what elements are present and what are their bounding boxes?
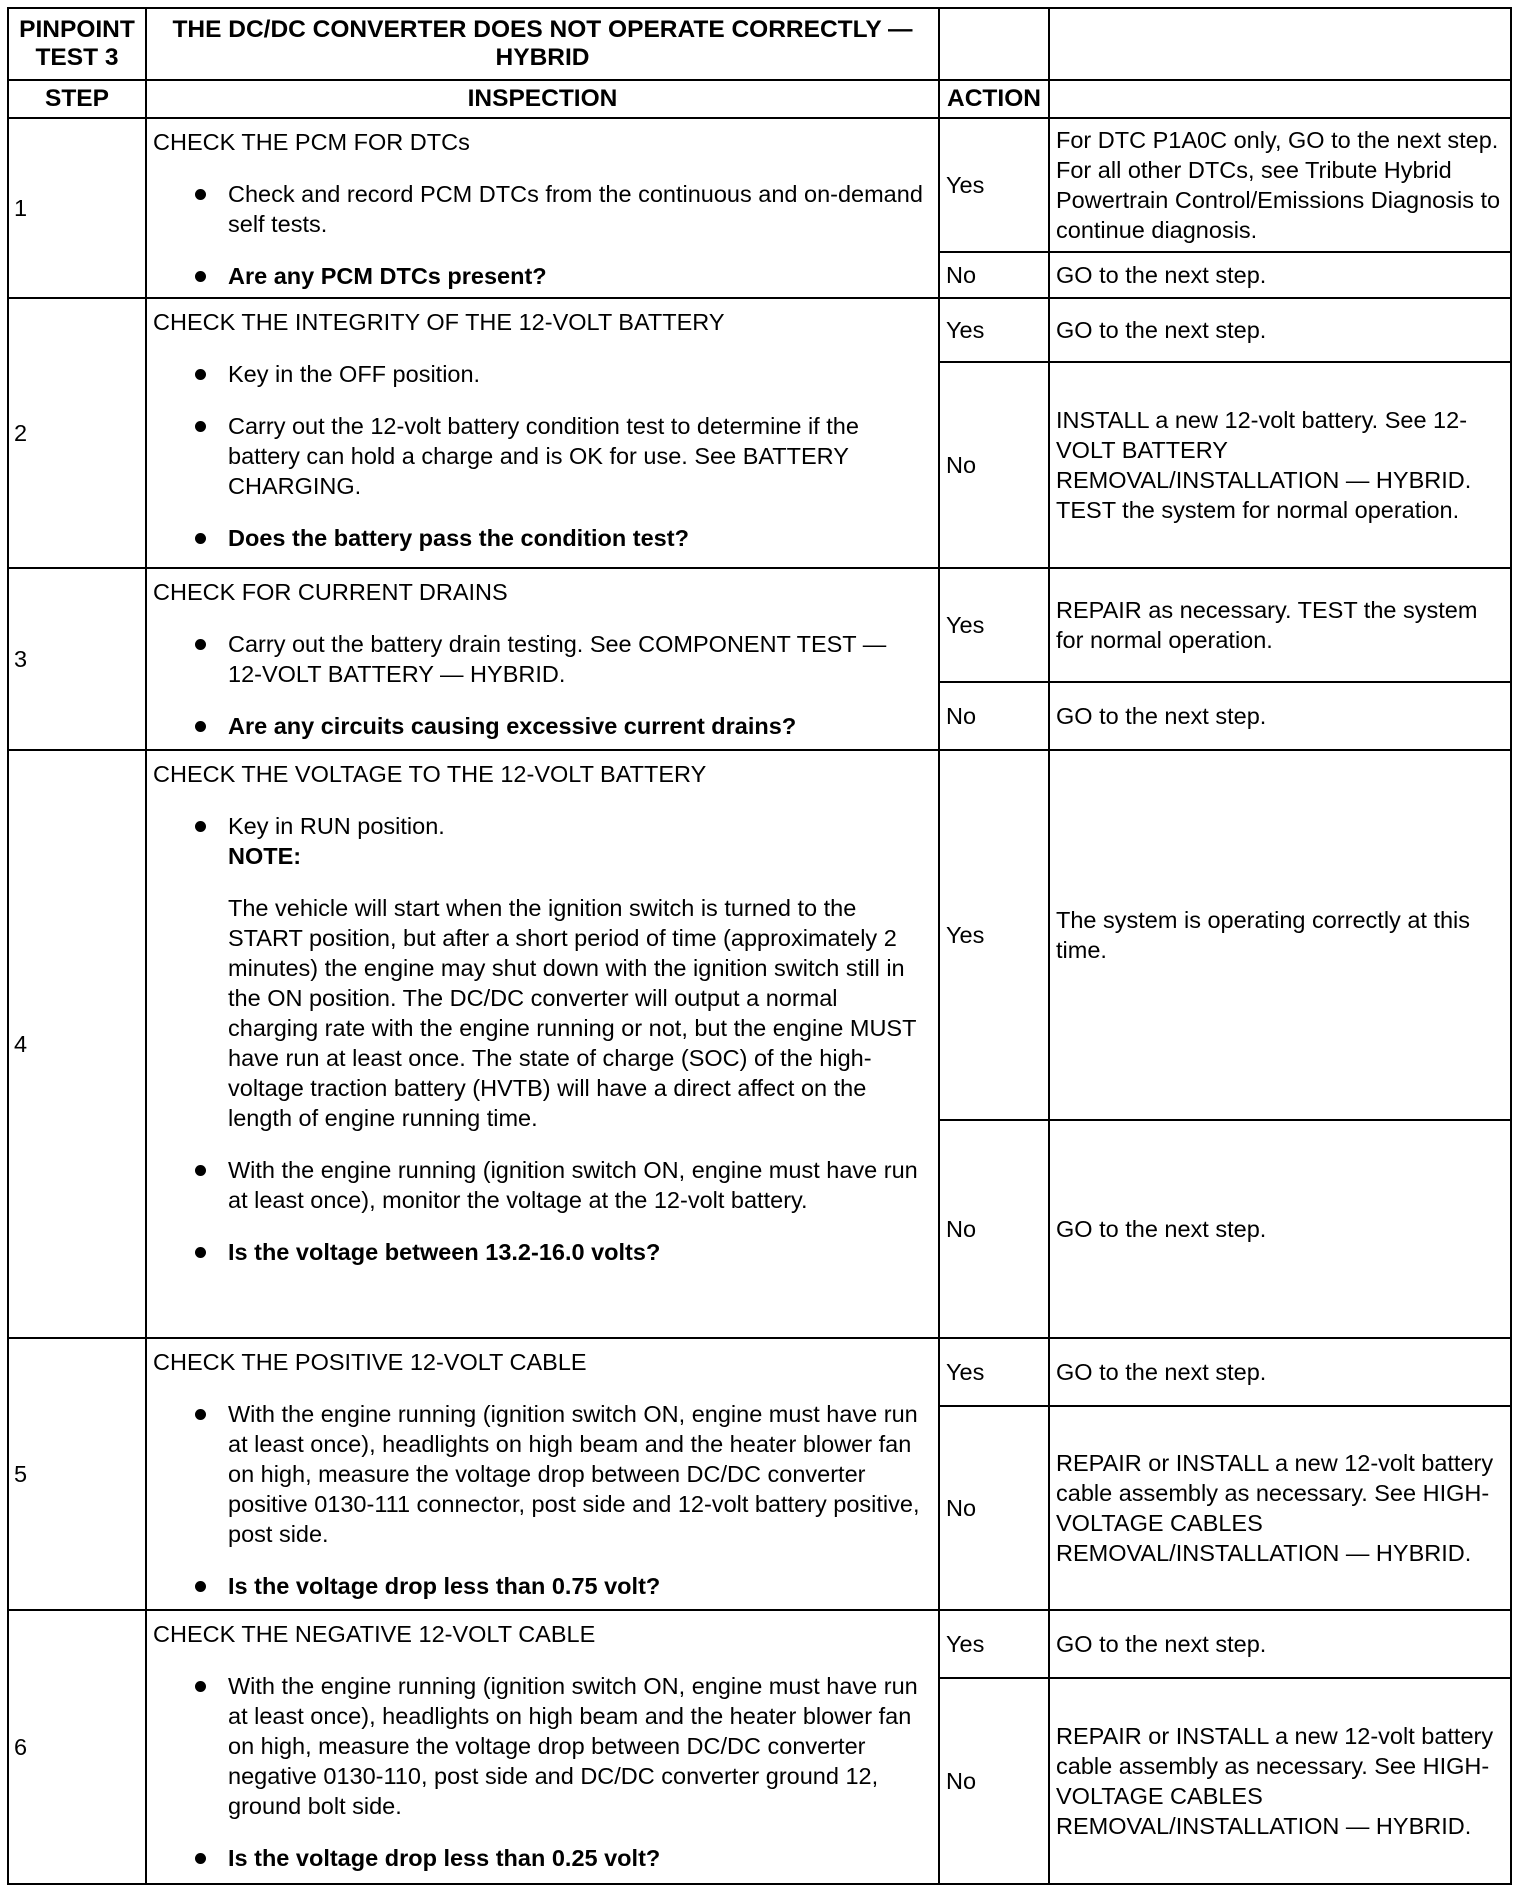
- note-label: NOTE:: [228, 843, 302, 869]
- bullet-icon: [195, 1581, 206, 1592]
- inspection-list: [153, 629, 926, 741]
- inspection-question: Are any circuits causing excessive current drains?: [153, 711, 926, 741]
- step-row-6: [8, 1610, 1511, 1678]
- action-no: GO to the next step.: [1049, 252, 1511, 298]
- title-blank-cell: [939, 8, 1049, 80]
- answer-yes: Yes: [939, 1610, 1049, 1678]
- inspection-heading: CHECK FOR CURRENT DRAINS: [153, 579, 508, 605]
- column-header-action: ACTION: [939, 80, 1049, 118]
- answer-no: No: [939, 252, 1049, 298]
- inspection-bullet: With the engine running (ignition switch ON, engine must have run at least once), headlights on high beam and the heater blower fan on high, measure the voltage drop between DC/DC converter negative 0130-110, post side and DC/DC converter ground 12, ground bolt side.: [153, 1671, 926, 1821]
- bullet-icon: [195, 1165, 206, 1176]
- action-no: GO to the next step.: [1049, 1120, 1511, 1338]
- answer-no: No: [939, 362, 1049, 568]
- bullet-icon: [195, 421, 206, 432]
- inspection-list: [153, 1399, 926, 1601]
- answer-yes: Yes: [939, 298, 1049, 362]
- step-row-1: [8, 118, 1511, 252]
- inspection-list: [153, 811, 926, 841]
- step-number: 3: [8, 568, 146, 750]
- action-yes: GO to the next step.: [1049, 1338, 1511, 1406]
- bullet-icon: [195, 721, 206, 732]
- inspection-cell: [146, 118, 939, 298]
- inspection-bullet: With the engine running (ignition switch ON, engine must have run at least once), monitor the voltage at the 12-volt battery.: [153, 1155, 926, 1215]
- action-no: REPAIR or INSTALL a new 12-volt battery cable assembly as necessary. See HIGH-VOLTAGE CABLES REMOVAL/INSTALLATION — HYBRID.: [1049, 1678, 1511, 1884]
- inspection-bullet: Carry out the battery drain testing. See COMPONENT TEST — 12-VOLT BATTERY — HYBRID.: [153, 629, 926, 689]
- inspection-heading: CHECK THE NEGATIVE 12-VOLT CABLE: [153, 1621, 596, 1647]
- answer-yes: Yes: [939, 1338, 1049, 1406]
- inspection-heading: CHECK THE PCM FOR DTCs: [153, 129, 470, 155]
- inspection-question: Is the voltage drop less than 0.75 volt?: [153, 1571, 926, 1601]
- inspection-bullet: Key in RUN position.: [153, 811, 926, 841]
- pinpoint-test-table: [7, 7, 1512, 1885]
- pinpoint-test-label: PINPOINT TEST 3: [8, 8, 146, 80]
- inspection-list: [153, 179, 926, 291]
- title-row: [8, 8, 1511, 80]
- step-row-5: [8, 1338, 1511, 1406]
- step-number: 6: [8, 1610, 146, 1884]
- action-no: REPAIR or INSTALL a new 12-volt battery cable assembly as necessary. See HIGH-VOLTAGE CABLES REMOVAL/INSTALLATION — HYBRID.: [1049, 1406, 1511, 1610]
- action-no: GO to the next step.: [1049, 682, 1511, 750]
- inspection-list: [153, 1155, 926, 1267]
- bullet-icon: [195, 1853, 206, 1864]
- inspection-cell: [146, 1610, 939, 1884]
- note-text: The vehicle will start when the ignition switch is turned to the START position, but after a short period of time (approximately 2 minutes) the engine may shut down with the ignition switch still in the ON position. The DC/DC converter will output a normal charging rate with the engine running or not, but the engine MUST have run at least once. The state of charge (SOC) of the high-voltage traction battery (HVTB) will have a direct affect on the length of engine running time.: [228, 895, 917, 1131]
- answer-no: No: [939, 682, 1049, 750]
- inspection-list: [153, 1671, 926, 1873]
- answer-no: No: [939, 1406, 1049, 1610]
- inspection-bullet: Check and record PCM DTCs from the continuous and on-demand self tests.: [153, 179, 926, 239]
- bullet-icon: [195, 271, 206, 282]
- column-header-row: [8, 80, 1511, 118]
- action-yes: REPAIR as necessary. TEST the system for normal operation.: [1049, 568, 1511, 682]
- bullet-icon: [195, 189, 206, 200]
- column-header-step: STEP: [8, 80, 146, 118]
- pinpoint-test-document: [7, 7, 1510, 1883]
- inspection-bullet: Carry out the 12-volt battery condition test to determine if the battery can hold a charge and is OK for use. See BATTERY CHARGING.: [153, 411, 926, 501]
- inspection-bullet: Key in the OFF position.: [153, 359, 926, 389]
- step-number: 4: [8, 750, 146, 1338]
- answer-yes: Yes: [939, 568, 1049, 682]
- step-number: 5: [8, 1338, 146, 1610]
- step-number: 1: [8, 118, 146, 298]
- bullet-icon: [195, 1247, 206, 1258]
- inspection-cell: [146, 568, 939, 750]
- column-header-blank: [1049, 80, 1511, 118]
- bullet-icon: [195, 1681, 206, 1692]
- inspection-heading: CHECK THE POSITIVE 12-VOLT CABLE: [153, 1349, 587, 1375]
- inspection-cell: [146, 1338, 939, 1610]
- answer-no: No: [939, 1678, 1049, 1884]
- action-yes: GO to the next step.: [1049, 1610, 1511, 1678]
- inspection-question: Are any PCM DTCs present?: [153, 261, 926, 291]
- step-number: 2: [8, 298, 146, 568]
- inspection-cell: [146, 750, 939, 1338]
- inspection-question: Is the voltage between 13.2-16.0 volts?: [153, 1237, 926, 1267]
- bullet-icon: [195, 639, 206, 650]
- bullet-icon: [195, 1409, 206, 1420]
- inspection-question: Does the battery pass the condition test?: [153, 523, 926, 553]
- inspection-list: [153, 359, 926, 553]
- step-row-2: [8, 298, 1511, 362]
- inspection-heading: CHECK THE INTEGRITY OF THE 12-VOLT BATTERY: [153, 309, 725, 335]
- inspection-cell: [146, 298, 939, 568]
- answer-yes: Yes: [939, 118, 1049, 252]
- title-blank-cell: [1049, 8, 1511, 80]
- inspection-bullet: With the engine running (ignition switch ON, engine must have run at least once), headlights on high beam and the heater blower fan on high, measure the voltage drop between DC/DC converter positive 0130-111 connector, post side and 12-volt battery positive, post side.: [153, 1399, 926, 1549]
- answer-yes: Yes: [939, 750, 1049, 1120]
- step-row-3: [8, 568, 1511, 682]
- page-title: THE DC/DC CONVERTER DOES NOT OPERATE CORRECTLY — HYBRID: [146, 8, 939, 80]
- bullet-icon: [195, 533, 206, 544]
- column-header-inspection: INSPECTION: [146, 80, 939, 118]
- action-yes: The system is operating correctly at this time.: [1049, 750, 1511, 1120]
- inspection-question: Is the voltage drop less than 0.25 volt?: [153, 1843, 926, 1873]
- bullet-icon: [195, 821, 206, 832]
- action-no: INSTALL a new 12-volt battery. See 12-VOLT BATTERY REMOVAL/INSTALLATION — HYBRID. TEST the system for normal operation.: [1049, 362, 1511, 568]
- inspection-heading: CHECK THE VOLTAGE TO THE 12-VOLT BATTERY: [153, 761, 707, 787]
- action-yes: For DTC P1A0C only, GO to the next step. For all other DTCs, see Tribute Hybrid Powertrain Control/Emissions Diagnosis to continue diagnosis.: [1049, 118, 1511, 252]
- bullet-icon: [195, 369, 206, 380]
- action-yes: GO to the next step.: [1049, 298, 1511, 362]
- step-row-4: [8, 750, 1511, 1120]
- answer-no: No: [939, 1120, 1049, 1338]
